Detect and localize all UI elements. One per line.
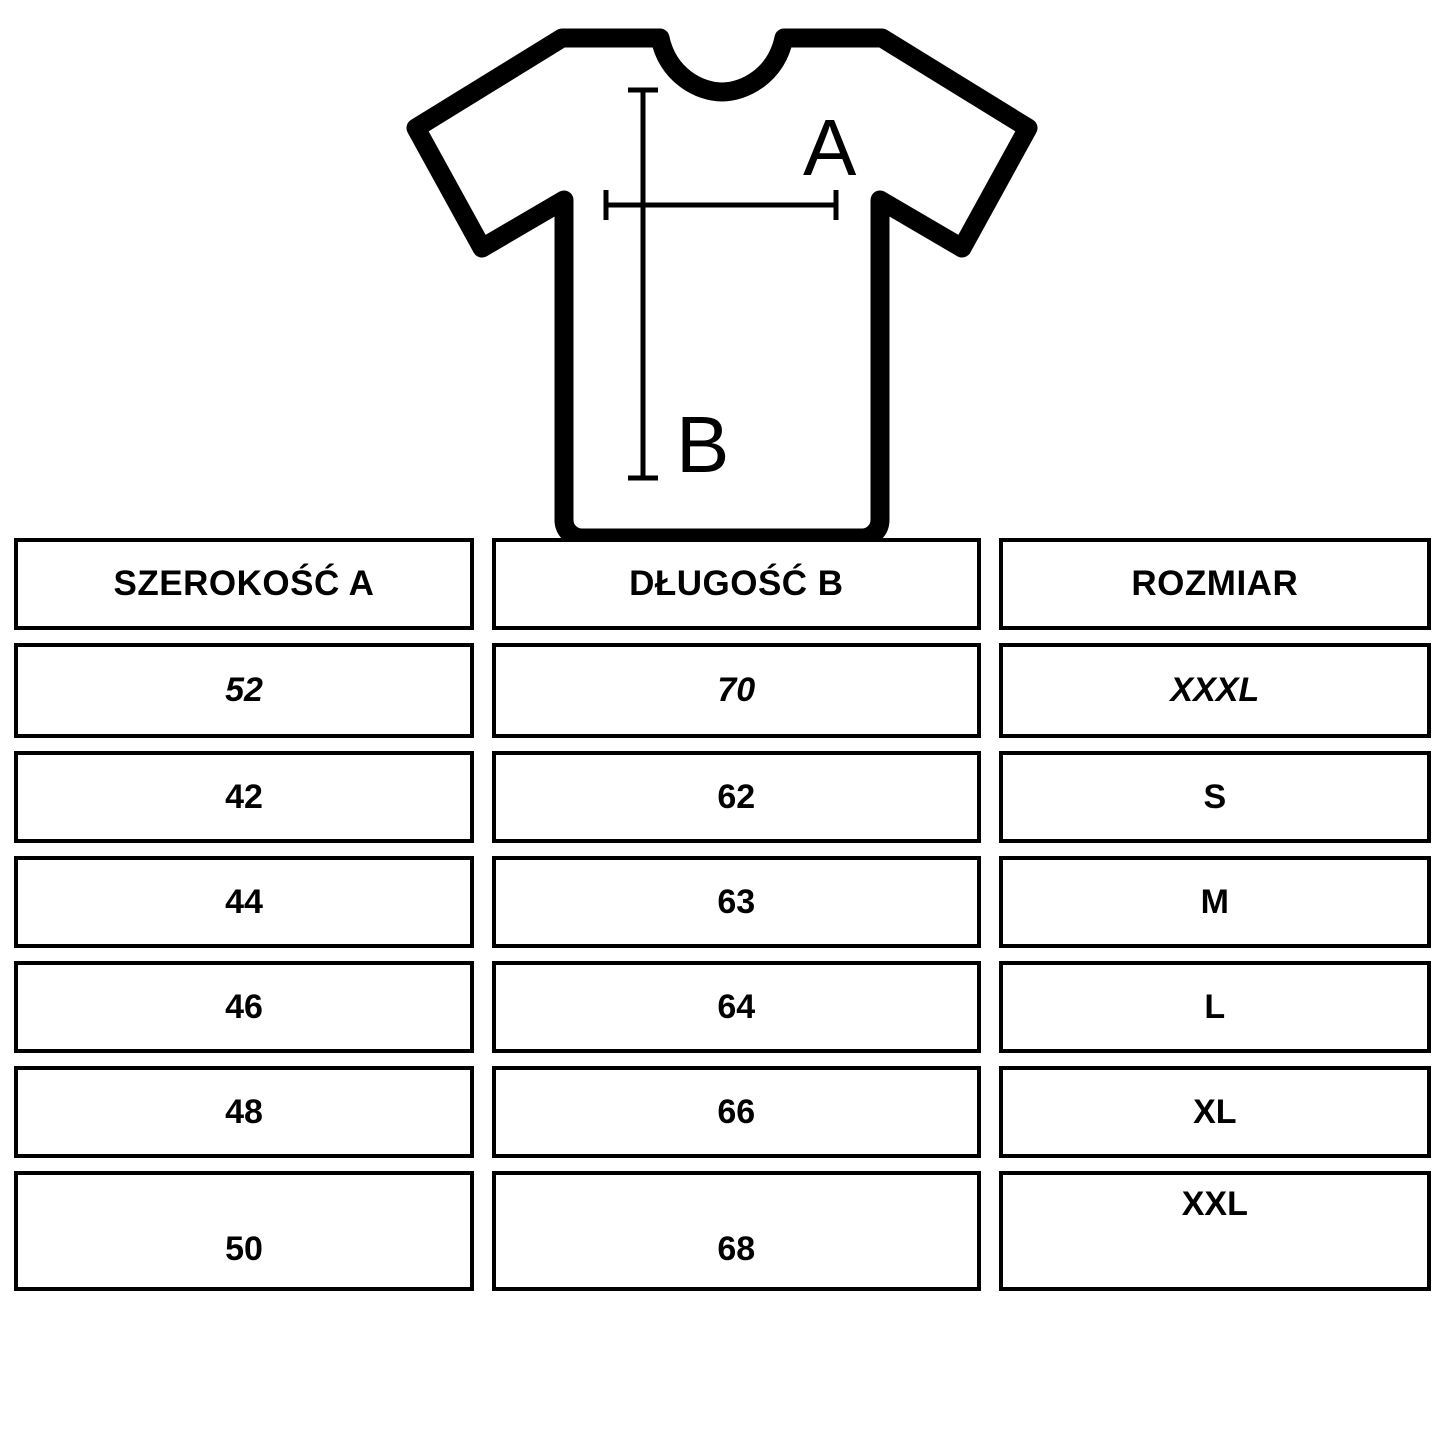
header-length: DŁUGOŚĆ B [492, 538, 981, 630]
table-row [14, 751, 1431, 843]
cell-size: XXL [999, 1171, 1431, 1291]
cell-width: 44 [14, 856, 474, 948]
cell-width: 50 [14, 1171, 474, 1291]
table-header-row [14, 538, 1431, 630]
cell-width: 48 [14, 1066, 474, 1158]
cell-width: 52 [14, 643, 474, 738]
cell-length: 66 [492, 1066, 981, 1158]
table-row [14, 856, 1431, 948]
cell-width: 42 [14, 751, 474, 843]
size-table [14, 538, 1431, 1304]
cell-size: S [999, 751, 1431, 843]
length-marker-label: B [676, 400, 730, 489]
table-row [14, 961, 1431, 1053]
table-row [14, 1066, 1431, 1158]
cell-length: 64 [492, 961, 981, 1053]
cell-length: 68 [492, 1171, 981, 1291]
cell-length: 63 [492, 856, 981, 948]
cell-size: XXXL [999, 643, 1431, 738]
table-row [14, 643, 1431, 738]
cell-length: 70 [492, 643, 981, 738]
width-marker-label: A [803, 103, 857, 192]
header-size: ROZMIAR [999, 538, 1431, 630]
table-row [14, 1171, 1431, 1291]
cell-width: 46 [14, 961, 474, 1053]
header-width: SZEROKOŚĆ A [14, 538, 474, 630]
cell-length: 62 [492, 751, 981, 843]
cell-size: XL [999, 1066, 1431, 1158]
cell-size: L [999, 961, 1431, 1053]
t-shirt-measurement-diagram [0, 0, 1445, 540]
cell-size: M [999, 856, 1431, 948]
